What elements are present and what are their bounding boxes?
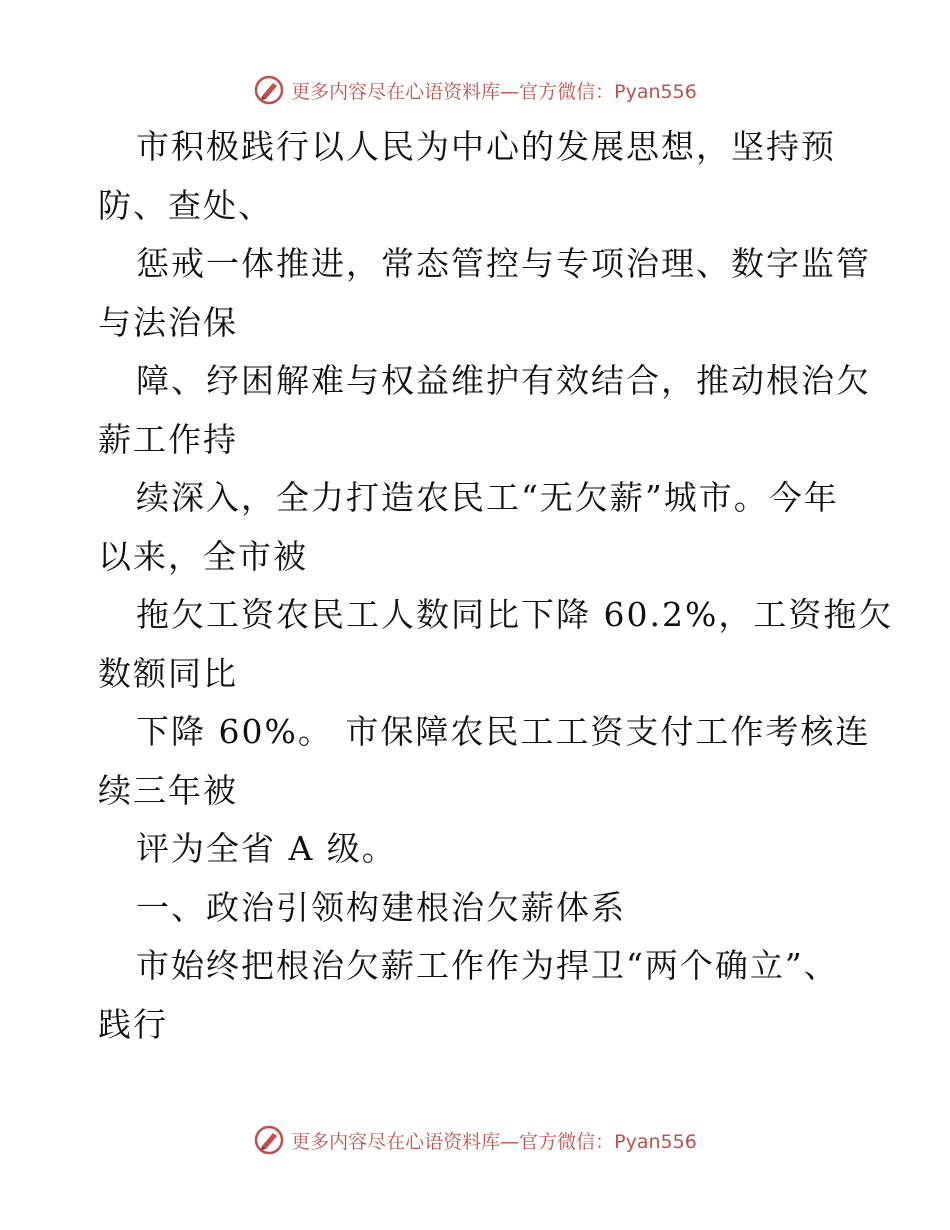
text-line: 数额同比 [98,653,238,693]
text-line: 以来，全市被 [98,536,308,576]
footer-watermark-banner [0,1122,950,1158]
text-line: 续深入，全力打造农民工“无欠薪”城市。今年 [136,478,839,517]
text-line: 市始终把根治欠薪工作作为捍卫“两个确立”、 [136,946,839,985]
text-line: 拖欠工资农民工人数同比下降 60.2%，工资拖欠 [136,595,894,634]
text-line: 市积极践行以人民为中心的发展思想，坚持预 [136,127,836,166]
watermark-text: 更多内容尽在心语资料库—官方微信：Pyan556 [291,1130,697,1153]
text-line: 评为全省 A 级。 [136,829,397,868]
logo-icon [253,1124,285,1156]
text-line: 薪工作持 [98,419,238,459]
watermark-text: 更多内容尽在心语资料库—官方微信：Pyan556 [291,80,697,103]
text-line: 践行 [98,1004,168,1044]
text-line: 续三年被 [98,770,238,810]
header-watermark-banner [0,72,950,108]
text-line: 一、政治引领构建根治欠薪体系 [136,887,626,927]
text-line: 障、纾困解难与权益维护有效结合，推动根治欠 [136,361,871,400]
document-body [98,118,894,1054]
text-line: 防、查处、 [98,185,273,225]
logo-icon [253,74,285,106]
text-line: 下降 60%。 市保障农民工工资支付工作考核连 [136,712,871,751]
text-line: 惩戒一体推进，常态管控与专项治理、数字监管 [136,244,871,283]
text-line: 与法治保 [98,302,238,342]
